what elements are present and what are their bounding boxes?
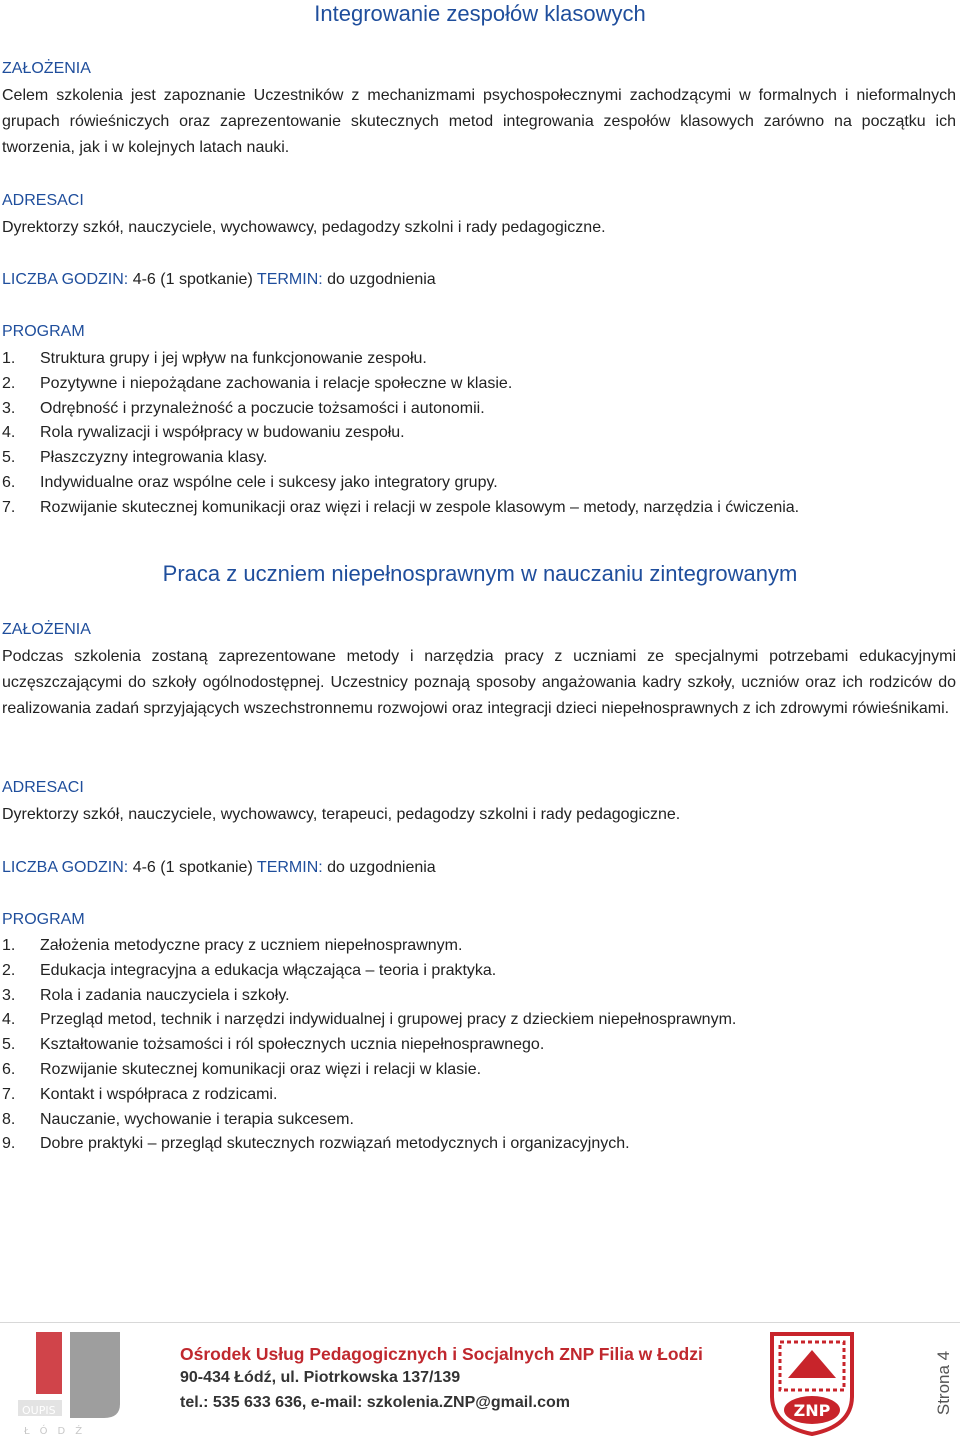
program-item bbox=[2, 496, 799, 521]
program-item-number: 2. bbox=[2, 961, 16, 979]
section2-title: Praca z uczniem niepełnosprawnym w nauczaniu zintegrowanym bbox=[162, 561, 798, 586]
section1-hours-line bbox=[2, 270, 436, 290]
program-item-text: Założenia metodyczne pracy z uczniem niepełnosprawnym. bbox=[40, 937, 463, 954]
program-item-text: Dobre praktyki – przegląd skutecznych rozwiązań metodycznych i organizacyjnych. bbox=[40, 1135, 630, 1153]
program-item-number: 7. bbox=[2, 498, 16, 516]
footer-contact: tel.: 535 633 636, e-mail: szkolenia.ZNP@gmail.com bbox=[180, 1394, 570, 1411]
section1-addressees-label: ADRESACI bbox=[2, 192, 84, 209]
program-item bbox=[2, 397, 799, 422]
program-item-text: Struktura grupy i jej wpływ na funkcjonowanie zespołu. bbox=[40, 350, 427, 367]
program-item bbox=[2, 1132, 736, 1157]
program-item bbox=[2, 421, 799, 446]
section2-addressees-label: ADRESACI bbox=[2, 779, 84, 796]
section1-assumptions-label: ZAŁOŻENIA bbox=[2, 60, 91, 77]
section1-program-label: PROGRAM bbox=[2, 323, 85, 340]
program-item-number: 9. bbox=[2, 1135, 16, 1153]
program-item-number: 5. bbox=[2, 449, 16, 467]
page-number bbox=[931, 1342, 957, 1424]
program-item-number: 3. bbox=[2, 399, 16, 417]
program-item-number: 5. bbox=[2, 1036, 16, 1054]
section1-assumptions-text: Celem szkolenia jest zapoznanie Uczestników z mechanizmami psychospołecznymi zachodzącymi w formalnych i nieformalnych grupach rówieśniczych oraz zaprezentowanie skutecznych metod integrowania zespołów klasowych zarówno na początku ich tworzenia, jak i w kolejnych latach nauki. bbox=[2, 87, 956, 156]
hours-label: LICZBA GODZIN: bbox=[2, 271, 129, 288]
program-item bbox=[2, 372, 799, 397]
program-item-text: Edukacja integracyjna a edukacja włączająca – teoria i praktyka. bbox=[40, 961, 497, 979]
program-item-text: Kształtowanie tożsamości i ról społecznych ucznia niepełnosprawnego. bbox=[40, 1036, 545, 1054]
section1-title: Integrowanie zespołów klasowych bbox=[314, 1, 646, 26]
program-item bbox=[2, 1108, 736, 1133]
section1-addressees-text: Dyrektorzy szkół, nauczyciele, wychowawcy, pedagodzy szkolni i rady pedagogiczne. bbox=[2, 219, 606, 236]
znp-logo bbox=[766, 1330, 858, 1438]
hours-value: 4-6 (1 spotkanie) bbox=[132, 271, 253, 288]
term-value: do uzgodnienia bbox=[327, 271, 436, 288]
program-item-text: Rola i zadania nauczyciela i szkoły. bbox=[40, 986, 290, 1004]
program-item-number: 3. bbox=[2, 986, 16, 1004]
program-item-number: 7. bbox=[2, 1085, 16, 1103]
section2-addressees-text: Dyrektorzy szkół, nauczyciele, wychowawcy, terapeuci, pedagodzy szkolni i rady pedagogiczne. bbox=[2, 806, 681, 823]
program-item bbox=[2, 471, 799, 496]
program-item-text: Rozwijanie skutecznej komunikacji oraz więzi i relacji w klasie. bbox=[40, 1060, 482, 1078]
program-item bbox=[2, 1058, 736, 1083]
program-item-number: 6. bbox=[2, 1060, 16, 1078]
footer-org-name: Ośrodek Usług Pedagogicznych i Socjalnych ZNP Filia w Łodzi bbox=[180, 1344, 703, 1364]
program-item-text: Rozwijanie skutecznej komunikacji oraz więzi i relacji w zespole klasowym – metody, narzędzia i ćwiczenia. bbox=[40, 498, 800, 516]
section2-program-list bbox=[2, 934, 736, 1157]
term-label: TERMIN: bbox=[256, 271, 323, 288]
program-item-text: Przegląd metod, technik i narzędzi indywidualnej i grupowej pracy z dzieckiem niepełnosprawnym. bbox=[40, 1011, 737, 1029]
program-item bbox=[2, 984, 736, 1009]
program-item bbox=[2, 1008, 736, 1033]
hours-label: LICZBA GODZIN: bbox=[2, 859, 129, 876]
hours-value: 4-6 (1 spotkanie) bbox=[132, 859, 253, 876]
section2-assumptions-text: Podczas szkolenia zostaną zaprezentowane metody i narzędzia pracy z uczniami ze specjalnymi potrzebami edukacyjnymi uczęszczającymi do szkoły ogólnodostępnej. Uczestnicy poznają sposoby angażowania kadry szkoły, uczniów oraz ich rodziców do realizowania zadań sprzyjających wszechstronnemu rozwojowi oraz integracji dzieci niepełnosprawnych z ich zdrowymi rówieśnikami. bbox=[2, 648, 956, 717]
section1-program-list bbox=[2, 347, 799, 521]
oupis-logo bbox=[8, 1326, 130, 1438]
znp-logo-wordmark: ZNP bbox=[793, 1401, 831, 1420]
program-item-number: 1. bbox=[2, 937, 16, 954]
term-label: TERMIN: bbox=[256, 859, 323, 876]
section2-assumptions-label: ZAŁOŻENIA bbox=[2, 621, 91, 638]
program-item-text: Płaszczyzny integrowania klasy. bbox=[40, 449, 268, 467]
section2-program-label: PROGRAM bbox=[2, 911, 85, 928]
program-item-text: Kontakt i współpraca z rodzicami. bbox=[40, 1085, 278, 1103]
program-item-number: 1. bbox=[2, 350, 16, 367]
program-item bbox=[2, 959, 736, 984]
program-item-number: 6. bbox=[2, 473, 16, 491]
program-item-number: 2. bbox=[2, 374, 16, 392]
program-item-text: Indywidualne oraz wspólne cele i sukcesy jako integratory grupy. bbox=[40, 473, 498, 491]
program-item-text: Rola rywalizacji i współpracy w budowaniu zespołu. bbox=[40, 424, 405, 442]
footer-divider bbox=[0, 1322, 960, 1323]
program-item bbox=[2, 934, 736, 959]
program-item-text: Pozytywne i niepożądane zachowania i relacje społeczne w klasie. bbox=[40, 374, 513, 392]
term-value: do uzgodnienia bbox=[327, 859, 436, 876]
program-item bbox=[2, 347, 799, 372]
program-item-number: 4. bbox=[2, 1011, 16, 1029]
section2-hours-line bbox=[2, 858, 436, 878]
program-item-text: Odrębność i przynależność a poczucie tożsamości i autonomii. bbox=[40, 399, 485, 417]
program-item-number: 8. bbox=[2, 1110, 16, 1128]
program-item bbox=[2, 1083, 736, 1108]
oupis-logo-city: ŁÓDŹ bbox=[24, 1426, 93, 1437]
program-item-text: Nauczanie, wychowanie i terapia sukcesem. bbox=[40, 1110, 354, 1128]
page-number-label: Strona 4 bbox=[934, 1350, 953, 1416]
program-item-number: 4. bbox=[2, 424, 16, 442]
program-item bbox=[2, 446, 799, 471]
footer-address: 90-434 Łódź, ul. Piotrkowska 137/139 bbox=[180, 1369, 461, 1386]
program-item bbox=[2, 1033, 736, 1058]
oupis-logo-wordmark: OUPIS bbox=[22, 1404, 56, 1417]
